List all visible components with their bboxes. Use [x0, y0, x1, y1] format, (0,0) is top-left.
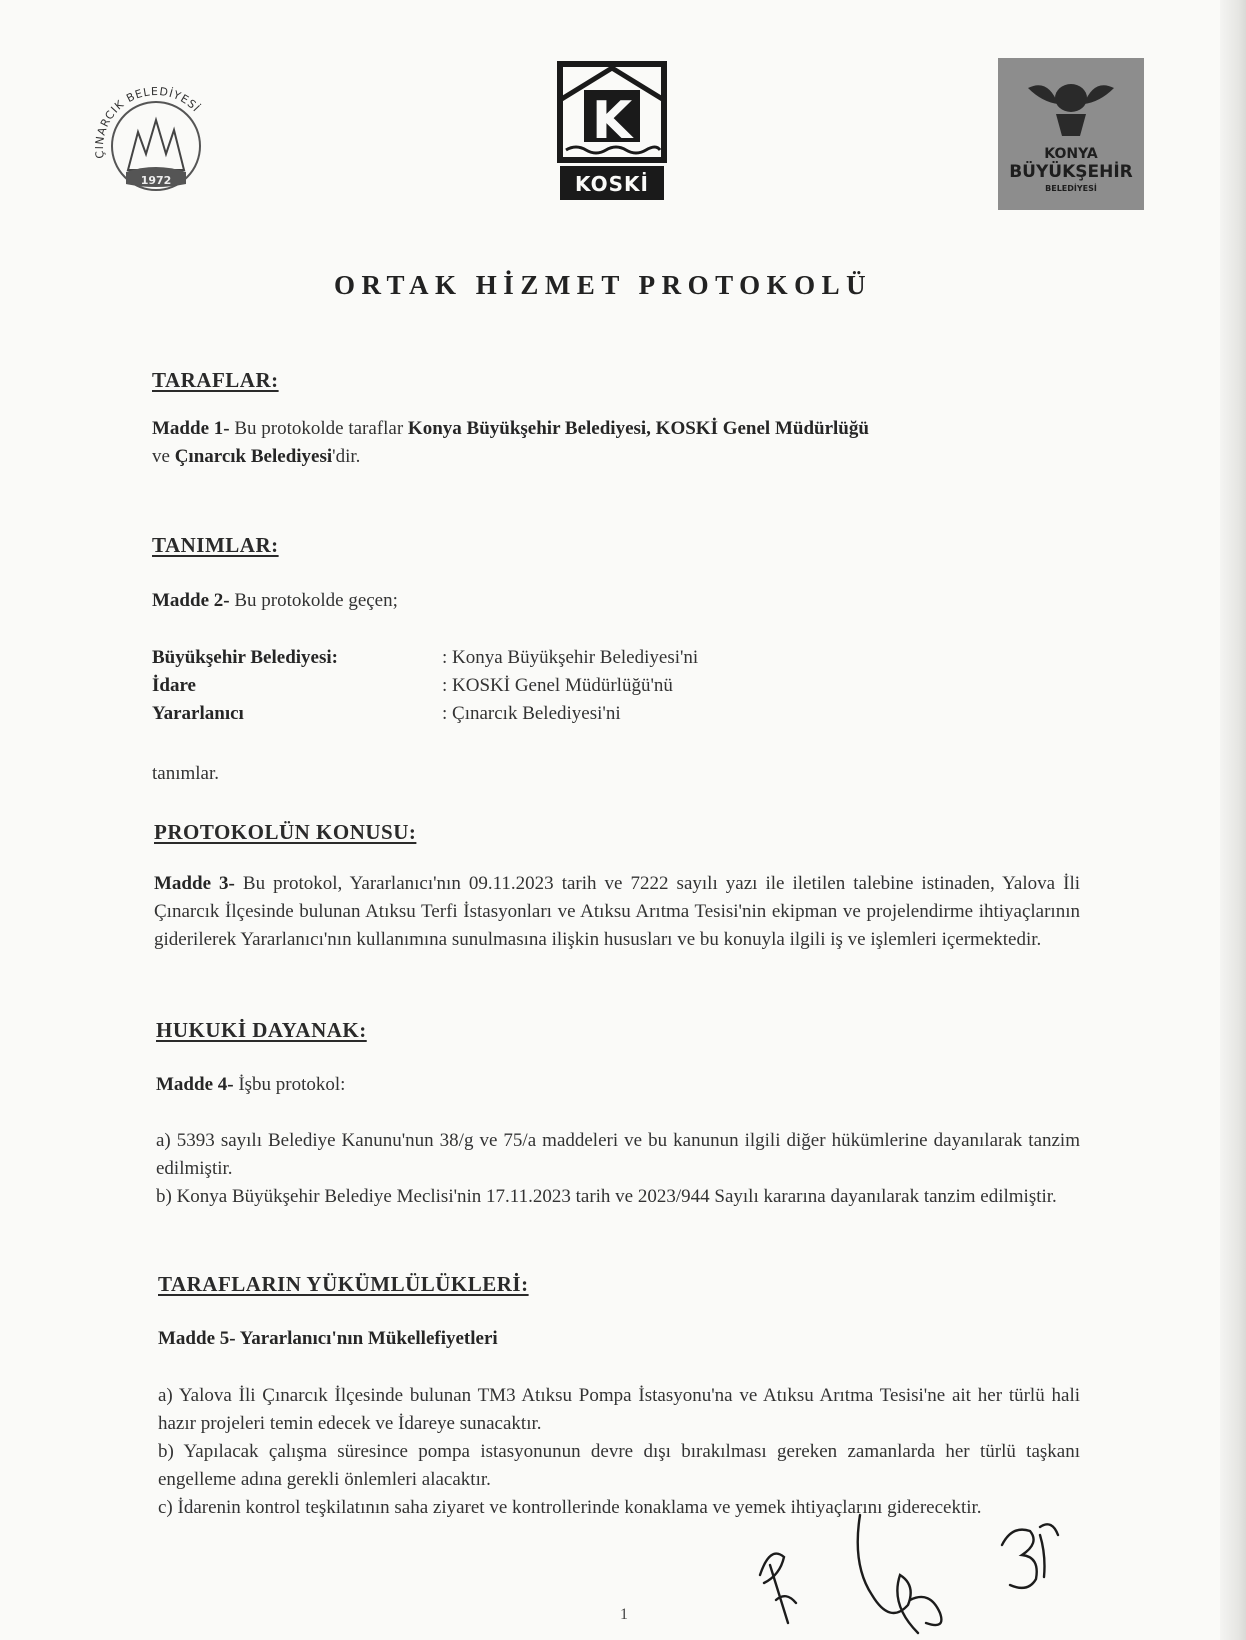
definition-term: Yararlanıcı: [152, 703, 244, 724]
document-title: ORTAK HİZMET PROTOKOLÜ: [334, 270, 873, 300]
heading-taraflarin-yukumlulukleri: TARAFLARIN YÜKÜMLÜLÜKLERİ:: [158, 1272, 529, 1296]
definition-row: [152, 647, 698, 669]
madde-4-label: Madde 4-: [156, 1074, 234, 1095]
madde-3-paragraph: [154, 870, 1080, 954]
madde-3-label: Madde 3-: [154, 873, 235, 894]
madde-2-intro-text: Bu protokolde geçen;: [229, 590, 398, 611]
madde-2-intro: [152, 590, 398, 612]
definition-row: [152, 703, 621, 725]
page-edge-shadow: [1220, 0, 1246, 1640]
svg-text:BÜYÜKŞEHİR: BÜYÜKŞEHİR: [1009, 162, 1133, 182]
heading-taraflar: TARAFLAR:: [152, 368, 279, 392]
svg-text:KONYA: KONYA: [1044, 146, 1098, 162]
definition-term: Büyükşehir Belediyesi:: [152, 647, 338, 668]
madde-5-item-b: b) Yapılacak çalışma süresince pompa istasyonunun devre dışı bırakılması gereken zamanlarda her türlü taşkanı engelleme adına gerekli önlemleri alacaktır.: [158, 1441, 1080, 1490]
svg-text:BELEDİYESİ: BELEDİYESİ: [1045, 184, 1097, 193]
cinarcik-belediyesi-logo-icon: [86, 80, 226, 200]
signatures-icon: [740, 1505, 1100, 1640]
madde-5-item-c: c) İdarenin kontrol teşkilatının saha ziyaret ve kontrollerinde konaklama ve yemek ihtiyaçlarını giderecektir.: [158, 1497, 982, 1518]
madde-1-label: Madde 1-: [152, 418, 230, 439]
madde-4-intro: [156, 1074, 345, 1096]
konya-buyuksehir-logo-icon: [998, 58, 1144, 210]
svg-text:KOSKİ: KOSKİ: [575, 172, 649, 196]
madde-1-text-b: ve: [152, 446, 175, 467]
svg-text:1972: 1972: [140, 174, 172, 187]
koski-logo-icon: [556, 60, 668, 202]
madde-1-party-2: Çınarcık Belediyesi: [174, 446, 333, 467]
madde-2-outro: tanımlar.: [152, 763, 220, 784]
definition-row: [152, 675, 673, 697]
page-number: 1: [620, 1606, 628, 1623]
definition-value: : Çınarcık Belediyesi'ni: [442, 703, 621, 724]
madde-5-title: Madde 5- Yararlanıcı'nın Mükellefiyetleri: [158, 1328, 498, 1349]
madde-2-label: Madde 2-: [152, 590, 230, 611]
svg-text:K: K: [591, 91, 633, 151]
heading-protokolun-konusu: PROTOKOLÜN KONUSU:: [154, 820, 417, 844]
madde-4-item-a: a) 5393 sayılı Belediye Kanunu'nun 38/g ve 75/a maddeleri ve bu kanunun ilgili diğer hükümlerine dayanılarak tanzim edilmiştir.: [156, 1130, 1080, 1179]
madde-1-text-a: Bu protokolde taraflar: [229, 418, 408, 439]
definition-value: : Konya Büyükşehir Belediyesi'ni: [442, 647, 699, 668]
madde-1-paragraph: [152, 415, 1078, 471]
madde-4-intro-text: İşbu protokol:: [233, 1074, 346, 1095]
madde-3-text: Bu protokol, Yararlanıcı'nın 09.11.2023 tarih ve 7222 sayılı yazı ile iletilen talebine istinaden, Yalova İli Çınarcık İlçesinde bulunan Atıksu Terfi İstasyonları ve Atıksu Arıtma Tesisi'nin ekipman ve projelendirme ihtiyaçlarının giderilerek Yararlanıcı'nın kullanımına sunulmasına ilişkin hususları ve bu konuyla ilgili iş ve işlemleri içermektedir.: [154, 873, 1080, 950]
heading-tanimlar: TANIMLAR:: [152, 533, 279, 557]
madde-5-item-a: a) Yalova İli Çınarcık İlçesinde bulunan TM3 Atıksu Pompa İstasyonu'na ve Atıksu Arıtma Tesisi'ne ait her türlü hali hazır projeleri temin edecek ve İdareye sunacaktır.: [158, 1385, 1080, 1434]
madde-1-text-c: 'dir.: [332, 446, 361, 467]
madde-4-item-b: b) Konya Büyükşehir Belediye Meclisi'nin 17.11.2023 tarih ve 2023/944 Sayılı kararına dayanılarak tanzim edilmiştir.: [156, 1186, 1057, 1207]
svg-text:ÇINARCIK BELEDİYESİ: ÇINARCIK BELEDİYESİ: [92, 85, 203, 160]
definition-term: İdare: [152, 675, 196, 696]
madde-1-party-1: Konya Büyükşehir Belediyesi, KOSKİ Genel Müdürlüğü: [407, 418, 869, 439]
heading-hukuki-dayanak: HUKUKİ DAYANAK:: [156, 1018, 367, 1042]
definition-value: : KOSKİ Genel Müdürlüğü'nü: [442, 675, 673, 696]
